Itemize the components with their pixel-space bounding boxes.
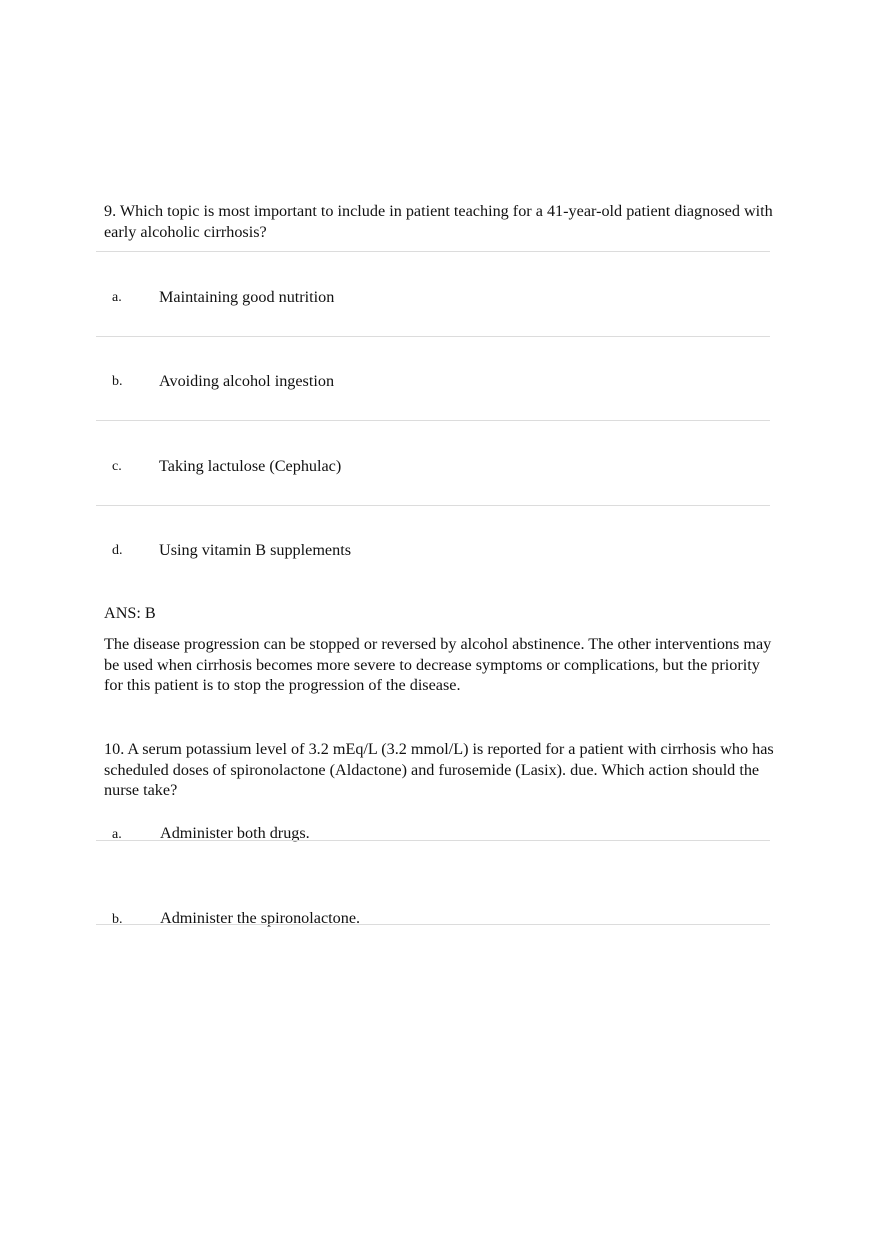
question-9-text: 9. Which topic is most important to include in patient teaching for a 41-year-old patient diagnosed with early alcoholic cirrhosis? xyxy=(104,202,773,241)
divider xyxy=(96,251,770,252)
question-10-text: 10. A serum potassium level of 3.2 mEq/L (3.2 mmol/L) is reported for a patient with cirrhosis who has scheduled doses of spironolactone (Aldactone) and furosemide (Lasix). due. Which action should the nurse take? xyxy=(104,740,774,799)
option-text: Taking lactulose (Cephulac) xyxy=(159,457,342,475)
rationale-text: The disease progression can be stopped or reversed by alcohol abstinence. The other interventions may be used when cirrhosis becomes more severe to decrease symptoms or complications, but the priority for this patient is to stop the progression of the disease. xyxy=(104,635,772,694)
option-letter: a. xyxy=(112,827,122,842)
divider xyxy=(96,336,770,337)
divider xyxy=(96,505,770,506)
option-text: Avoiding alcohol ingestion xyxy=(159,372,335,390)
option-letter: c. xyxy=(112,459,122,474)
option-text: Using vitamin B supplements xyxy=(159,541,351,559)
option-letter: a. xyxy=(112,290,122,305)
answer-key: ANS: B xyxy=(104,604,156,622)
option-text: Maintaining good nutrition xyxy=(159,288,335,306)
divider xyxy=(96,924,770,925)
option-letter: b. xyxy=(112,374,123,389)
option-letter: d. xyxy=(112,543,123,558)
divider xyxy=(96,840,770,841)
option-text: Administer both drugs. xyxy=(160,824,310,842)
option-text: Administer the spironolactone. xyxy=(160,909,361,927)
divider xyxy=(96,420,770,421)
option-letter: b. xyxy=(112,912,123,927)
